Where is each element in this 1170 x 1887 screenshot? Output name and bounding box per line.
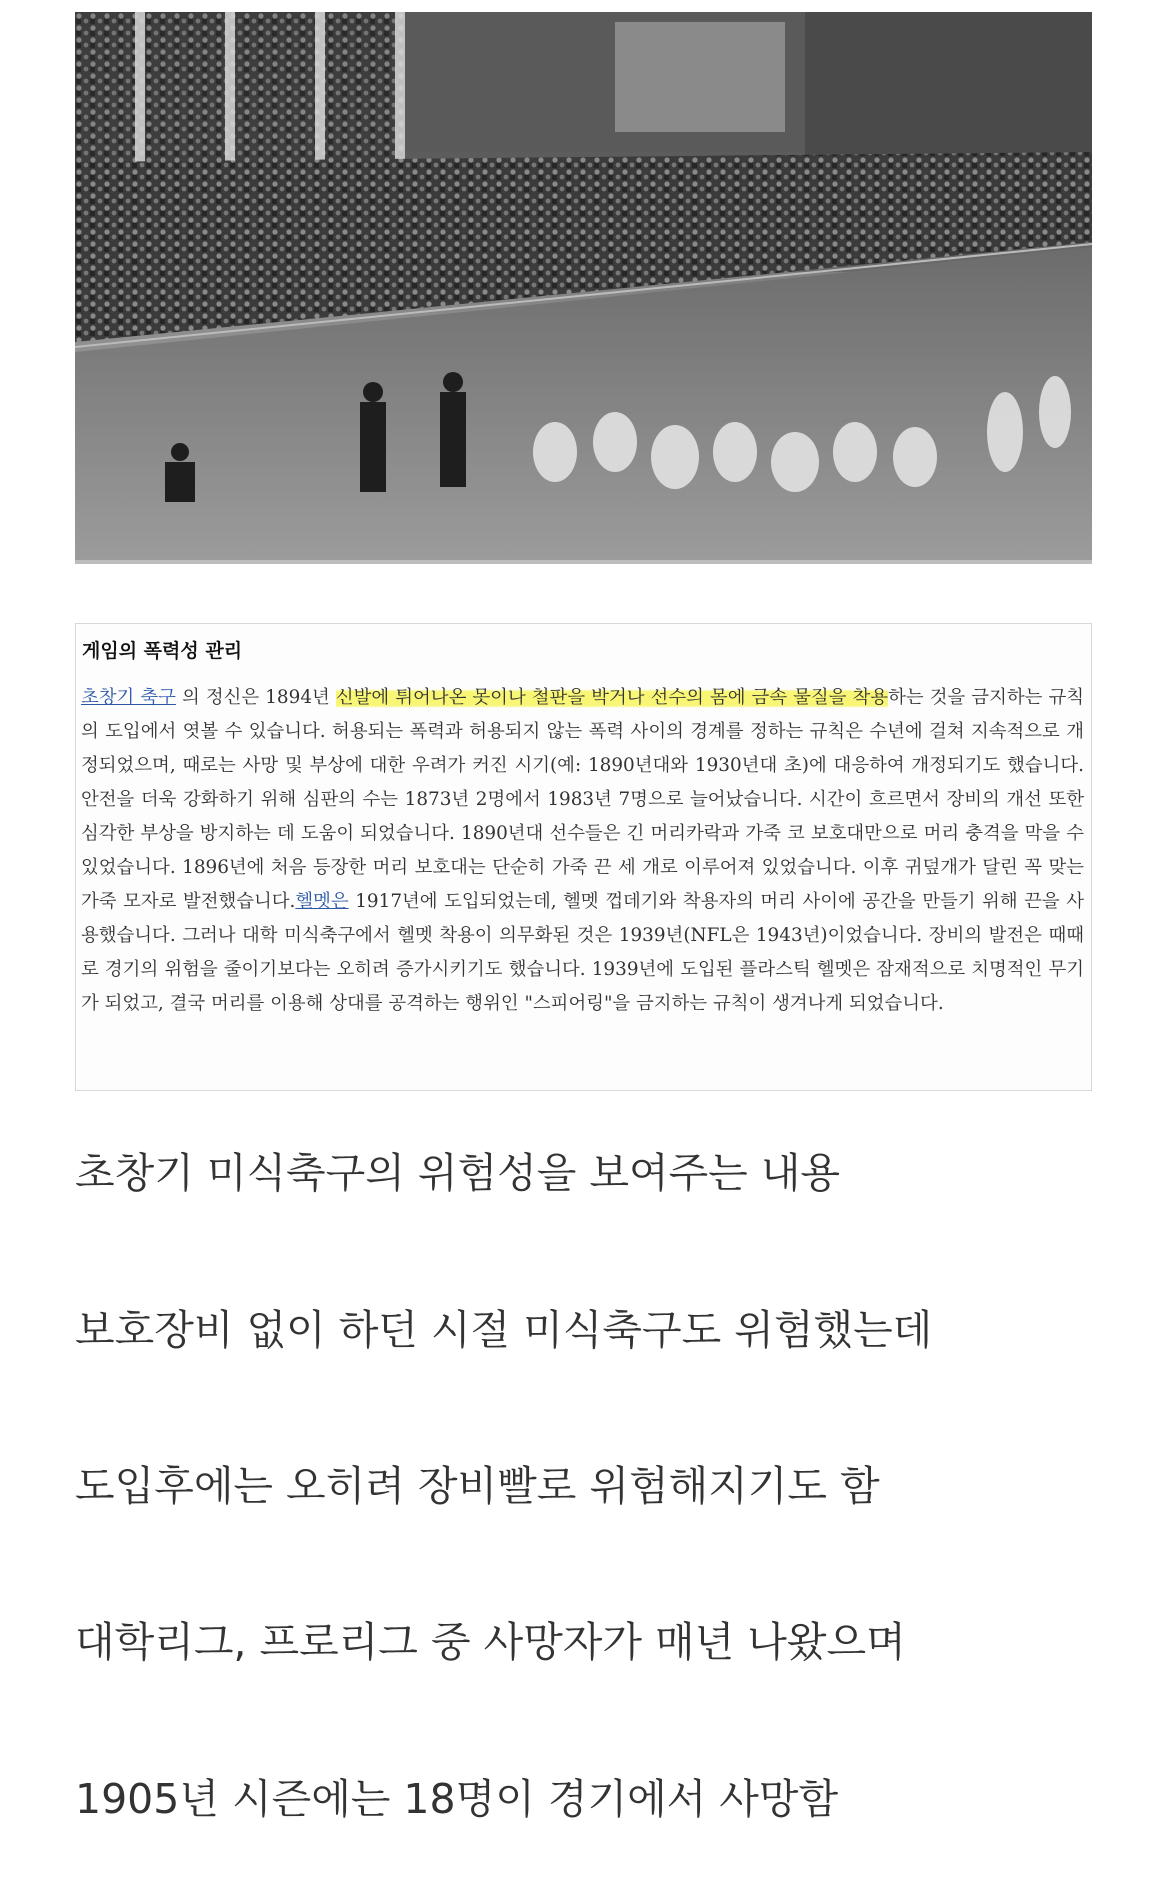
caption-line-1: 초창기 미식축구의 위험성을 보여주는 내용	[75, 1149, 841, 1197]
body-text-2: 하는 것을 금지하는 규칙의 도입에서 엿볼 수 있습니다. 허용되는 폭력과 허용되지 않는 폭력 사이의 경계를 정하는 규칙은 수년에 걸쳐 지속적으로 개정되었으며, 때로는 사망 및 부상에 대한 우려가 커진 시기(예: 1890년대와 1930년대 초)에 대응하여 개정되기도 했습니다. 안전을 더욱 강화하기 위해 심판의 수는 1873년 2명에서 1983년 7명으로 늘어났습니다. 시간이 흐르면서 장비의 개선 또한 심각한 부상을 방지하는 데 도움이 되었습니다. 1890년대 선수들은 긴 머리카락과 가죽 코 보호대만으로 머리 충격을 막을 수 있었습니다. 1896년에 처음 등장한 머리 보호대는 단순히 가죽 끈 세 개로 이루어져 있었습니다. 이후 귀덮개가 달린 꼭 맞는 가죽 모자로 발전했습니다.	[81, 687, 1084, 912]
caption-line-4: 대학리그, 프로리그 중 사망자가 매년 나왔으며	[75, 1618, 906, 1666]
caption-line-5: 1905년 시즌에는 18명이 경기에서 사망함	[75, 1775, 839, 1823]
link-helmet[interactable]: 헬멧은	[295, 891, 349, 912]
photo-illustration	[75, 12, 1092, 564]
section-body	[81, 681, 1084, 1021]
section-title: 게임의 폭력성 관리	[82, 640, 243, 662]
wikipedia-excerpt	[75, 623, 1092, 1091]
body-text-3: 1917년에 도입되었는데, 헬멧 껍데기와 착용자의 머리 사이에 공간을 만들기 위해 끈을 사용했습니다. 그러나 대학 미식축구에서 헬멧 착용이 의무화된 것은 1939년(NFL은 1943년)이었습니다. 장비의 발전은 때때로 경기의 위험을 줄이기보다는 오히려 증가시키기도 했습니다. 1939년에 도입된 플라스틱 헬멧은 잠재적으로 치명적인 무기가 되었고, 결국 머리를 이용해 상대를 공격하는 행위인 "스피어링"을 금지하는 규칙이 생겨나게 되었습니다.	[81, 891, 1084, 1014]
link-early-football[interactable]: 초창기 축구	[81, 687, 176, 708]
football-game-photo	[75, 12, 1092, 564]
highlighted-text: 신발에 튀어나온 못이나 철판을 박거나 선수의 몸에 금속 물질을 착용	[335, 687, 889, 708]
caption-line-3: 도입후에는 오히려 장비빨로 위험해지기도 함	[75, 1462, 880, 1510]
body-text-1: 의 정신은 1894년	[175, 687, 336, 708]
caption-line-2: 보호장비 없이 하던 시절 미식축구도 위험했는데	[75, 1306, 933, 1354]
